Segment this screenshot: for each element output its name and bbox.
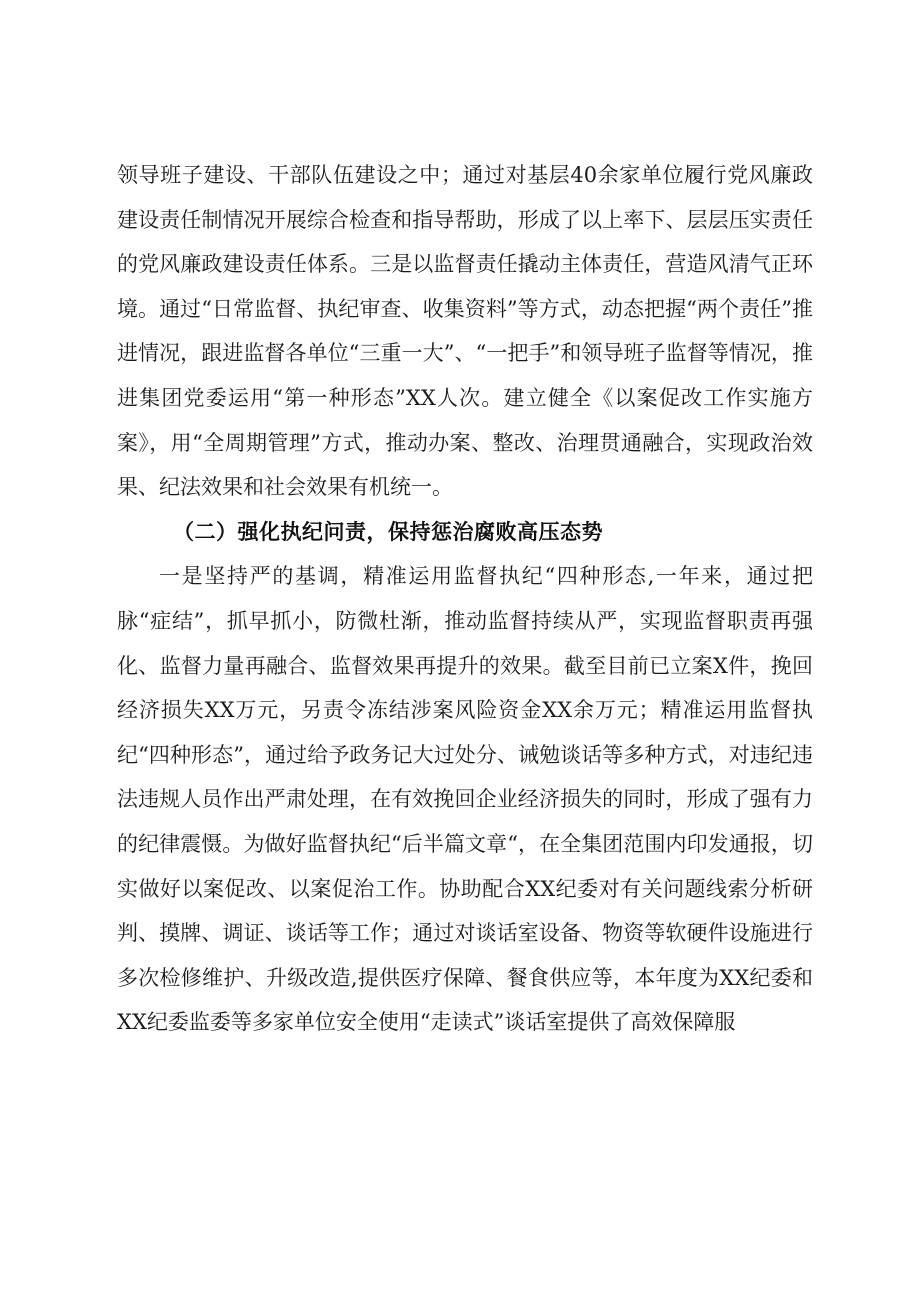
document-page bbox=[117, 153, 813, 1045]
body-paragraph: 一是坚持严的基调，精准运用监督执纪“四种形态,一年来，通过把脉“症结”，抓早抓小，防微杜渐，推动监督持续从严，实现监督职责再强化、监督力量再融合、监督效果再提升的效果。截至目前已立案X件，挽回经济损失XX万元，另责令冻结涉案风险资金XX余万元；精准运用监督执纪“四种形态”，通过给予政务记大过处分、诫勉谈话等多种方式，对违纪违法违规人员作出严肃处理，在有效挽回企业经济损失的同时，形成了强有力的纪律震慑。为做好监督执纪“后半篇文章“，在全集团范围内印发通报，切实做好以案促改、以案促治工作。协助配合XX纪委对有关问题线索分析研判、摸牌、调证、谈话等工作；通过对谈话室设备、物资等软硬件设施进行多次检修维护、升级改造,提供医疗保障、餐食供应等，本年度为XX纪委和XX纪委监委等多家单位安全使用“走读式”谈话室提供了高效保障服 bbox=[117, 564, 813, 1035]
section-heading: （二）强化执纪问责，保持惩治腐败高压态势 bbox=[173, 519, 603, 544]
body-paragraph-continued: 领导班子建设、干部队伍建设之中；通过对基层40余家单位履行党风廉政建设责任制情况开展综合检查和指导帮助，形成了以上率下、层层压实责任的党风廉政建设责任体系。三是以监督责任撬动主体责任，营造风清气正环境。通过“日常监督、执纪审查、收集资料”等方式，动态把握“两个责任”推进情况，跟进监督各单位“三重一大”、“一把手”和领导班子监督等情况，推进集团党委运用“第一种形态”XX人次。建立健全《以案促改工作实施方案》，用“全周期管理”方式，推动办案、整改、治理贯通融合，实现政治效果、纪法效果和社会效果有机统一。 bbox=[117, 163, 813, 500]
